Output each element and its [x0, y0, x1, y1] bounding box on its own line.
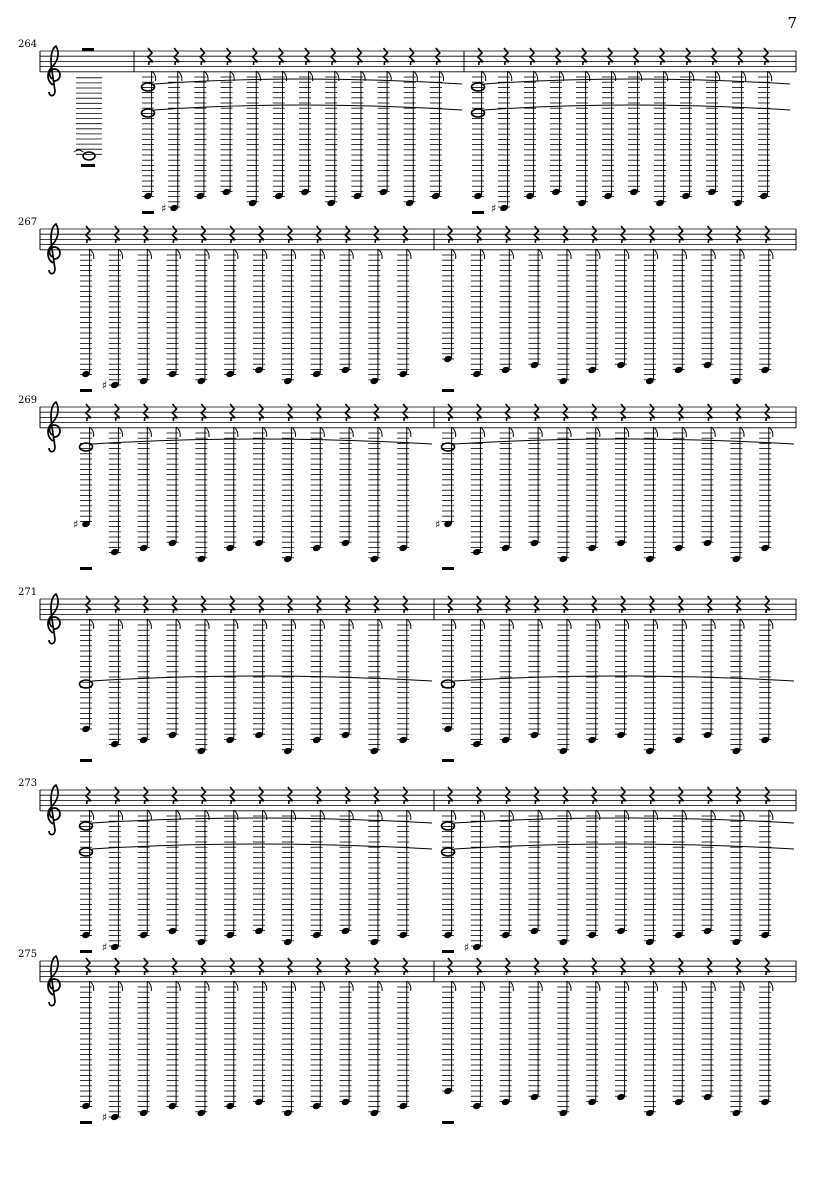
half-rest — [442, 1121, 454, 1124]
flag — [538, 619, 542, 629]
flag — [387, 71, 391, 81]
flag — [320, 981, 324, 991]
flag — [204, 71, 208, 81]
flag — [90, 249, 94, 259]
flag — [538, 981, 542, 991]
measure — [73, 404, 432, 570]
flag — [407, 249, 411, 259]
measure — [434, 596, 794, 762]
flag — [625, 619, 629, 629]
flag — [291, 427, 295, 437]
half-rest — [142, 211, 154, 214]
whole-note — [83, 152, 95, 160]
flag — [769, 810, 773, 820]
treble-clef — [48, 224, 60, 274]
measure-number: 269 — [18, 395, 38, 406]
sustained-whole-note — [442, 443, 455, 451]
flag — [711, 810, 715, 820]
tie — [92, 818, 432, 823]
whole-rest — [81, 164, 95, 167]
flag — [378, 427, 382, 437]
flag — [742, 71, 746, 81]
flag — [234, 619, 238, 629]
flag — [234, 981, 238, 991]
flag — [349, 427, 353, 437]
sharp-accidental: ♯ — [101, 379, 108, 392]
sharp-accidental: ♯ — [435, 518, 441, 531]
flag — [90, 810, 94, 820]
flag — [263, 249, 267, 259]
measure-number: 271 — [18, 587, 38, 598]
system — [18, 778, 796, 954]
flag — [740, 249, 744, 259]
measure — [80, 596, 433, 762]
sharp-accidental: ♯ — [101, 1111, 108, 1124]
flag — [567, 249, 571, 259]
system — [18, 949, 796, 1124]
flag — [205, 249, 209, 259]
flag — [596, 427, 600, 437]
flag — [452, 249, 456, 259]
flag — [769, 619, 773, 629]
flag — [653, 427, 657, 437]
measure — [80, 226, 411, 392]
flag — [147, 249, 151, 259]
flag — [682, 427, 686, 437]
flag — [320, 249, 324, 259]
flag — [118, 619, 122, 629]
measure-number: 273 — [18, 778, 38, 789]
flag — [90, 619, 94, 629]
measure — [434, 787, 794, 954]
flag — [413, 71, 417, 81]
measure-number: 267 — [18, 217, 38, 228]
treble-clef — [48, 46, 60, 96]
sharp-accidental: ♯ — [161, 202, 167, 215]
flag — [625, 981, 629, 991]
sharp-accidental: ♯ — [463, 941, 470, 954]
flag — [480, 981, 484, 991]
flag — [480, 810, 484, 820]
flag — [378, 619, 382, 629]
flag — [768, 71, 772, 81]
flag — [653, 249, 657, 259]
flag — [653, 981, 657, 991]
flag — [560, 71, 564, 81]
flag — [90, 981, 94, 991]
flag — [769, 981, 773, 991]
system — [18, 217, 796, 392]
flag — [234, 427, 238, 437]
flag — [147, 427, 151, 437]
flag — [596, 249, 600, 259]
flag — [716, 71, 720, 81]
tie — [92, 844, 432, 849]
flag — [567, 981, 571, 991]
flag — [682, 249, 686, 259]
flag — [291, 249, 295, 259]
tie — [154, 79, 462, 84]
half-rest — [80, 1121, 92, 1124]
flag — [740, 981, 744, 991]
flag — [596, 981, 600, 991]
half-rest — [442, 950, 454, 953]
sharp-accidental: ♯ — [73, 518, 79, 531]
flag — [320, 619, 324, 629]
measure — [80, 958, 411, 1124]
flag — [118, 427, 122, 437]
measure — [80, 787, 433, 954]
flag — [452, 619, 456, 629]
flag — [480, 249, 484, 259]
measure — [74, 48, 102, 167]
flag — [176, 810, 180, 820]
flag — [147, 619, 151, 629]
half-rest — [80, 950, 92, 953]
whole-rest — [82, 48, 94, 51]
flag — [349, 249, 353, 259]
flag — [711, 427, 715, 437]
flag — [452, 981, 456, 991]
half-rest — [80, 759, 92, 762]
tie — [454, 844, 794, 849]
flag — [176, 981, 180, 991]
flag — [740, 619, 744, 629]
flag — [482, 71, 486, 81]
flag — [538, 427, 542, 437]
flag — [234, 249, 238, 259]
sustained-whole-note — [80, 680, 93, 688]
flag — [769, 427, 773, 437]
flag — [682, 981, 686, 991]
tie — [484, 79, 790, 84]
measure — [464, 48, 790, 215]
flag — [407, 981, 411, 991]
half-rest — [442, 389, 454, 392]
half-rest — [442, 759, 454, 762]
system — [18, 395, 796, 570]
flag — [711, 981, 715, 991]
measure — [134, 48, 462, 215]
flag — [176, 427, 180, 437]
flag — [178, 71, 182, 81]
flag — [740, 427, 744, 437]
half-rest — [80, 567, 92, 570]
flag — [118, 810, 122, 820]
flag — [349, 810, 353, 820]
tie — [484, 105, 790, 110]
half-rest — [80, 389, 92, 392]
flag — [263, 619, 267, 629]
flag — [205, 619, 209, 629]
flag — [291, 619, 295, 629]
system — [18, 39, 796, 215]
flag — [378, 981, 382, 991]
flag — [90, 427, 94, 437]
treble-clef — [48, 785, 60, 835]
flag — [452, 427, 456, 437]
sharp-accidental: ♯ — [491, 202, 497, 215]
flag — [538, 810, 542, 820]
flag — [567, 427, 571, 437]
measure — [434, 958, 773, 1124]
flag — [740, 810, 744, 820]
sharp-accidental: ♯ — [101, 941, 108, 954]
flag — [534, 71, 538, 81]
flag — [509, 619, 513, 629]
measure-number: 264 — [18, 39, 38, 50]
tie — [454, 818, 794, 823]
flag — [596, 619, 600, 629]
flag — [653, 619, 657, 629]
flag — [509, 810, 513, 820]
treble-clef — [48, 956, 60, 1006]
flag — [147, 810, 151, 820]
half-rest — [442, 567, 454, 570]
flag — [407, 810, 411, 820]
measure — [434, 404, 794, 570]
flag — [176, 249, 180, 259]
flag — [711, 619, 715, 629]
flag — [508, 71, 512, 81]
flag — [230, 71, 234, 81]
half-rest — [472, 211, 484, 214]
treble-clef — [48, 594, 60, 644]
flag — [509, 427, 513, 437]
sustained-whole-note — [442, 680, 455, 688]
measure — [434, 226, 773, 392]
flag — [452, 810, 456, 820]
flag — [538, 249, 542, 259]
flag — [407, 619, 411, 629]
flag — [769, 249, 773, 259]
flag — [147, 981, 151, 991]
flag — [118, 981, 122, 991]
flag — [320, 427, 324, 437]
page-number: 7 — [787, 14, 797, 32]
measure-number: 275 — [18, 949, 38, 960]
flag — [118, 249, 122, 259]
flag — [509, 981, 513, 991]
flag — [176, 619, 180, 629]
flag — [407, 427, 411, 437]
flag — [439, 71, 443, 81]
flag — [682, 619, 686, 629]
flag — [205, 981, 209, 991]
flag — [152, 71, 156, 81]
flag — [378, 810, 382, 820]
flag — [263, 427, 267, 437]
flag — [625, 427, 629, 437]
flag — [349, 619, 353, 629]
flag — [480, 427, 484, 437]
flag — [263, 981, 267, 991]
flag — [625, 249, 629, 259]
flag — [567, 619, 571, 629]
flag — [291, 981, 295, 991]
tie — [74, 150, 83, 152]
flag — [349, 981, 353, 991]
flag — [378, 249, 382, 259]
sustained-whole-note — [80, 443, 93, 451]
treble-clef — [48, 402, 60, 452]
flag — [205, 427, 209, 437]
flag — [509, 249, 513, 259]
tie — [154, 105, 462, 110]
flag — [711, 249, 715, 259]
system — [18, 587, 796, 762]
flag — [480, 619, 484, 629]
